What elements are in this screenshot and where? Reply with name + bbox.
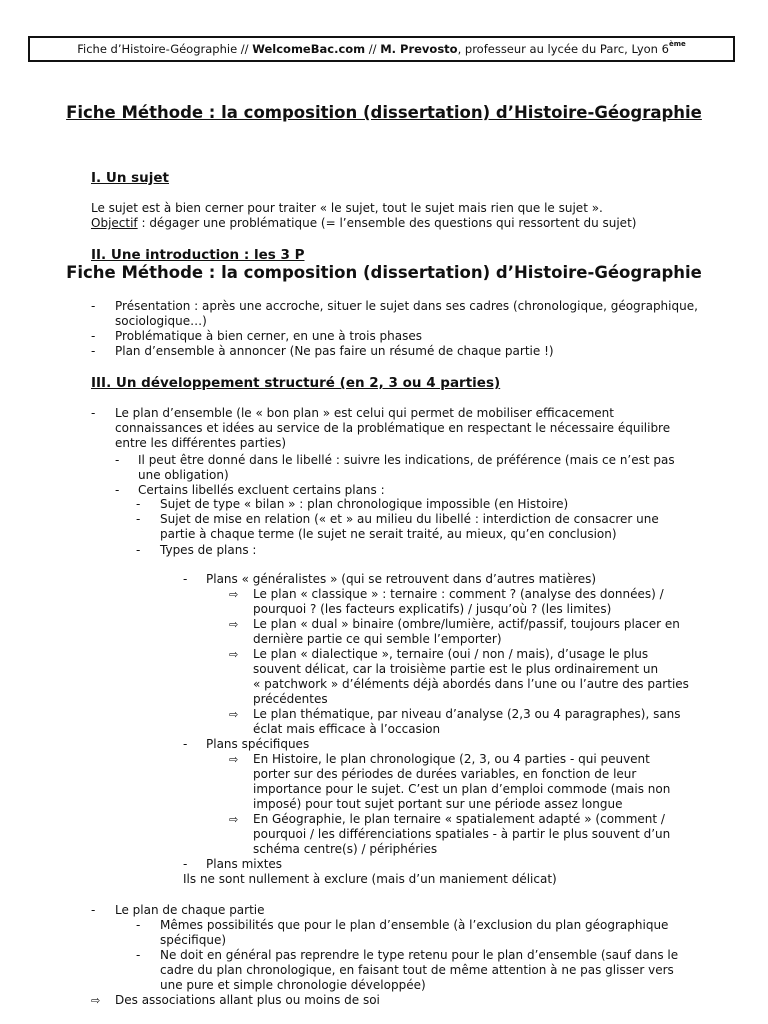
list-item: précédentes	[253, 692, 328, 706]
list-item: En Géographie, le plan ternaire « spatialement adapté » (comment /	[253, 812, 665, 826]
list-item: Le plan d’ensemble (le « bon plan » est celui qui permet de mobiliser efficacement	[115, 406, 614, 420]
list-item: Plans « généralistes » (qui se retrouvent dans d’autres matières)	[206, 572, 597, 586]
list-item: Mêmes possibilités que pour le plan d’ensemble (à l’exclusion du plan géographique	[160, 918, 669, 932]
page-title: Fiche Méthode : la composition (dissertation) d’Histoire-Géographie	[66, 103, 702, 122]
list-item: schéma centre(s) / périphéries	[253, 842, 438, 856]
header-author: M. Prevosto	[380, 42, 458, 56]
list-item: Présentation : après une accroche, situer le sujet dans ses cadres (chronologique, géographique,	[115, 299, 698, 313]
section-1-heading: I. Un sujet	[91, 170, 170, 186]
list-item: souvent délicat, car la troisième partie est le plus ordinairement un	[253, 662, 659, 676]
list-item: « patchwork » d’éléments déjà abordés dans l’une ou l’autre des parties	[253, 677, 689, 691]
header-prefix: Fiche d’Histoire-Géographie //	[77, 42, 253, 56]
list-item: dernière partie ce qui semble l’emporter)	[253, 632, 502, 646]
arrow-icon: ⇨	[229, 708, 239, 721]
repeated-title-overlay: Fiche Méthode : la composition (dissertation) d’Histoire-Géographie	[66, 263, 702, 282]
arrow-icon: ⇨	[91, 994, 101, 1007]
section-1-line: Le sujet est à bien cerner pour traiter « le sujet, tout le sujet mais rien que le sujet ».	[91, 201, 603, 215]
bullet-dash: -	[136, 512, 141, 526]
arrow-icon: ⇨	[229, 618, 239, 631]
list-item: éclat mais efficace à l’occasion	[253, 722, 441, 736]
list-item: Le plan thématique, par niveau d’analyse (2,3 ou 4 paragraphes), sans	[253, 707, 681, 721]
bullet-dash: -	[136, 543, 141, 557]
list-item: connaissances et idées au service de la problématique en respectant le nécessaire équilibre	[115, 421, 671, 435]
list-item: Le plan de chaque partie	[115, 903, 265, 917]
section-1-objective	[91, 216, 636, 231]
list-item: pourquoi ? (les facteurs explicatifs) / jusqu’où ? (les limites)	[253, 602, 612, 616]
bullet-dash: -	[136, 497, 141, 511]
list-item: spécifique)	[160, 933, 227, 947]
list-item: imposé) pour tout sujet portant sur une période assez longue	[253, 797, 623, 811]
list-item: Plans mixtes	[206, 857, 283, 871]
list-item: Ne doit en général pas reprendre le type retenu pour le plan d’ensemble (sauf dans le	[160, 948, 679, 962]
header-site: WelcomeBac.com	[252, 42, 366, 56]
list-item: une obligation)	[138, 468, 229, 482]
list-item: Types de plans :	[160, 543, 257, 557]
section-3-heading: III. Un développement structuré (en 2, 3 ou 4 parties)	[91, 375, 501, 391]
list-item: entre les différentes parties)	[115, 436, 287, 450]
list-item: Ils ne sont nullement à exclure (mais d’un maniement délicat)	[183, 872, 557, 886]
list-item: Il peut être donné dans le libellé : suivre les indications, de préférence (mais ce n’est pas	[138, 453, 675, 467]
list-item: porter sur des périodes de durées variables, en fonction de leur	[253, 767, 637, 781]
header-affiliation: , professeur au lycée du Parc, Lyon 6	[457, 42, 669, 56]
list-item: Le plan « dual » binaire (ombre/lumière, actif/passif, toujours placer en	[253, 617, 680, 631]
list-item: une pure et simple chronologie développée)	[160, 978, 426, 992]
list-item: importance pour le sujet. C’est un plan d’emploi commode (mais non	[253, 782, 671, 796]
arrow-icon: ⇨	[229, 588, 239, 601]
list-item: partie à chaque terme (le sujet ne serait traité, au mieux, qu’en conclusion)	[160, 527, 617, 541]
header-banner	[28, 36, 735, 62]
list-item: cadre du plan chronologique, en faisant tout de même attention à ne pas glisser vers	[160, 963, 674, 977]
bullet-dash: -	[91, 903, 96, 917]
bullet-dash: -	[183, 572, 188, 586]
list-item: Plan d’ensemble à annoncer (Ne pas faire un résumé de chaque partie !)	[115, 344, 554, 358]
bullet-dash: -	[91, 299, 96, 313]
section-2-heading: II. Une introduction : les 3 P	[91, 247, 305, 263]
bullet-dash: -	[136, 948, 141, 962]
bullet-dash: -	[91, 329, 96, 343]
list-item: pourquoi / les différenciations spatiales - à partir le plus souvent d’un	[253, 827, 671, 841]
list-item: Le plan « classique » : ternaire : comment ? (analyse des données) /	[253, 587, 664, 601]
bullet-dash: -	[136, 918, 141, 932]
list-item: Sujet de mise en relation (« et » au milieu du libellé : interdiction de consacrer une	[160, 512, 659, 526]
list-item: Des associations allant plus ou moins de soi	[115, 993, 380, 1007]
list-item: Certains libellés excluent certains plans :	[138, 483, 385, 497]
header-superscript: ème	[668, 40, 686, 48]
list-item: Plans spécifiques	[206, 737, 310, 751]
list-item: Problématique à bien cerner, en une à trois phases	[115, 329, 423, 343]
bullet-dash: -	[91, 406, 96, 420]
objective-text: : dégager une problématique (= l’ensemble des questions qui ressortent du sujet)	[137, 216, 637, 230]
list-item: En Histoire, le plan chronologique (2, 3, ou 4 parties - qui peuvent	[253, 752, 650, 766]
list-item: sociologique…)	[115, 314, 207, 328]
arrow-icon: ⇨	[229, 813, 239, 826]
list-item: Sujet de type « bilan » : plan chronologique impossible (en Histoire)	[160, 497, 569, 511]
bullet-dash: -	[183, 857, 188, 871]
objective-label: Objectif	[91, 216, 138, 230]
list-item: Le plan « dialectique », ternaire (oui / non / mais), d’usage le plus	[253, 647, 649, 661]
arrow-icon: ⇨	[229, 753, 239, 766]
bullet-dash: -	[183, 737, 188, 751]
arrow-icon: ⇨	[229, 648, 239, 661]
bullet-dash: -	[115, 453, 120, 467]
bullet-dash: -	[115, 483, 120, 497]
header-separator: //	[365, 42, 381, 56]
bullet-dash: -	[91, 344, 96, 358]
